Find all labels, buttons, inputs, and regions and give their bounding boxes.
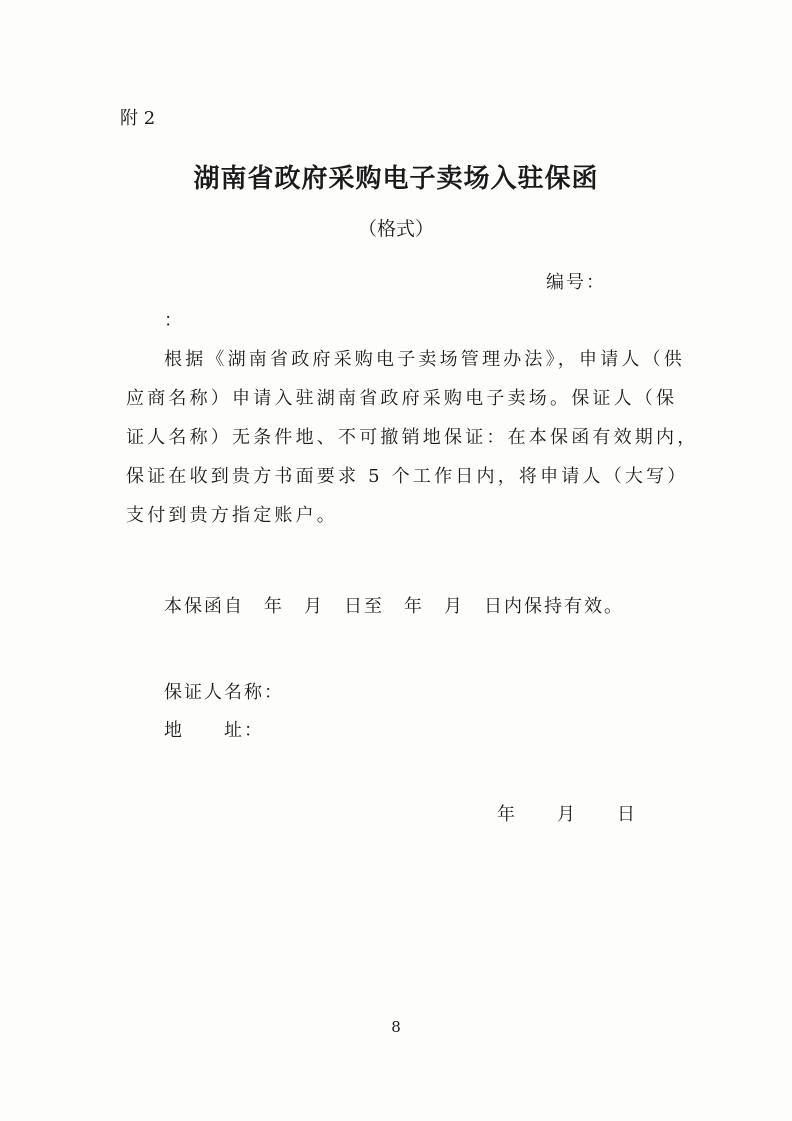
salutation: ： [164,310,182,331]
page-number: 8 [391,1018,401,1036]
body-line: 应商名称）申请入驻湖南省政府采购电子卖场。保证人（保 [126,388,678,409]
body-line: 保证在收到贵方书面要求 5 个工作日内，将申请人（大写） [126,466,689,487]
date-line: 年 月 日 [497,804,637,825]
body-line: 根据《湖南省政府采购电子卖场管理办法》，申请人（供 [164,349,685,370]
document-subtitle: （格式） [357,218,434,240]
body-line: 支付到贵方指定账户。 [126,505,338,526]
address-label: 地 址： [164,720,264,741]
validity-period: 本保函自 年 月 日至 年 月 日内保持有效。 [164,596,624,617]
body-line: 证人名称）无条件地、不可撤销地保证：在本保函有效期内， [126,427,699,448]
serial-number-label: 编号： [546,272,606,293]
guarantee-body [126,340,699,535]
guarantor-name-label: 保证人名称： [164,682,284,703]
appendix-label: 附 2 [120,108,156,129]
document-title: 湖南省政府采购电子卖场入驻保函 [193,164,599,194]
